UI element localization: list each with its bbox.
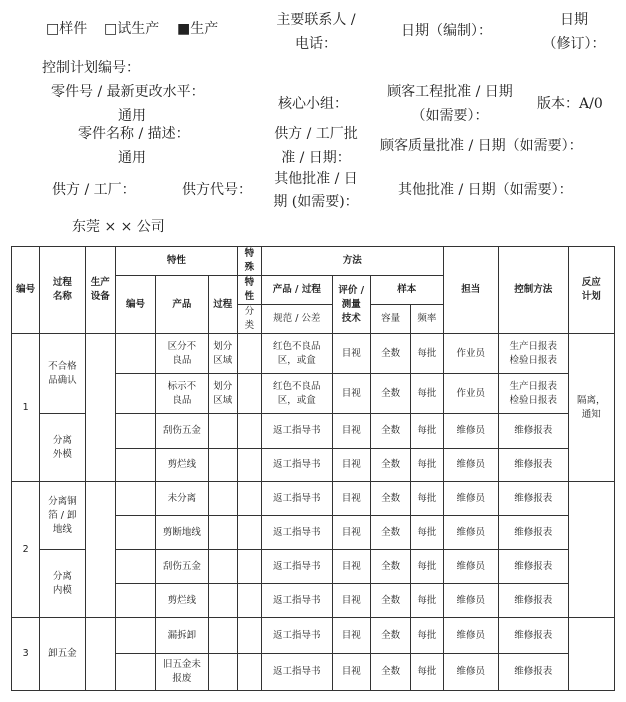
freq-cell: 每批 — [411, 374, 443, 414]
equipment-cell — [85, 618, 115, 691]
product-cell: 区分不 良品 — [156, 334, 208, 374]
supplier-plant-label: 供方 / 工厂： — [52, 182, 136, 198]
class-cell — [237, 584, 261, 618]
spec-cell: 返工指导书 — [262, 654, 333, 691]
product-cell: 未分离 — [156, 482, 208, 516]
char-no-cell — [115, 516, 155, 550]
spec-cell: 返工指导书 — [262, 482, 333, 516]
eval-cell: 目视 — [332, 449, 370, 482]
eval-cell: 目视 — [332, 550, 370, 584]
eval-cell: 目视 — [332, 516, 370, 550]
eval-cell: 目视 — [332, 482, 370, 516]
header-sample: 样本 — [370, 276, 443, 305]
product-cell: 剪烂线 — [156, 584, 208, 618]
part-number-label: 零件号 / 最新更改水平： — [51, 84, 205, 100]
char-no-cell — [115, 654, 155, 691]
process-cell: 划分 区域 — [208, 334, 237, 374]
version-label: 版本：A/0 — [537, 96, 603, 112]
stage-sample-checkbox: □样件 — [46, 21, 88, 37]
product-cell: 剪断地线 — [156, 516, 208, 550]
char-no-cell — [115, 414, 155, 449]
owner-cell: 维修员 — [443, 550, 498, 584]
process-name: 卸五金 — [40, 618, 85, 691]
company-name: 东莞 × × 公司 — [72, 219, 165, 235]
eval-cell: 目视 — [332, 618, 370, 654]
process-cell: 划分 区域 — [208, 374, 237, 414]
owner-cell: 维修员 — [443, 449, 498, 482]
control-cell: 维修报表 — [498, 482, 568, 516]
header-product: 产品 — [156, 276, 208, 334]
stage-trial-checkbox: □试生产 — [104, 21, 160, 37]
owner-cell: 作业员 — [443, 334, 498, 374]
qty-cell: 全数 — [370, 516, 410, 550]
header-spec-2: 规范 / 公差 — [262, 305, 333, 334]
header-control-method: 控制方法 — [498, 247, 568, 334]
freq-cell: 每批 — [411, 550, 443, 584]
part-name-label: 零件名称 / 描述： — [78, 126, 190, 142]
header-equipment: 生产 设备 — [85, 247, 115, 334]
process-cell — [208, 654, 237, 691]
reaction-cell: 隔离， 通知 — [568, 334, 614, 482]
control-cell: 维修报表 — [498, 584, 568, 618]
control-cell: 维修报表 — [498, 449, 568, 482]
eval-cell: 目视 — [332, 334, 370, 374]
product-cell: 刮伤五金 — [156, 550, 208, 584]
owner-cell: 维修员 — [443, 584, 498, 618]
header-process: 过程 — [208, 276, 237, 334]
header-special: 特 殊 — [237, 247, 261, 276]
header-reaction-plan: 反应 计划 — [568, 247, 614, 334]
part-number-value: 通用 — [118, 108, 146, 124]
char-no-cell — [115, 449, 155, 482]
contact-label-1: 主要联系人 / — [276, 12, 356, 28]
header-owner: 担当 — [443, 247, 498, 334]
control-cell: 维修报表 — [498, 516, 568, 550]
spec-cell: 红色不良品 区，或盒 — [262, 374, 333, 414]
product-cell: 剪烂线 — [156, 449, 208, 482]
spec-cell: 返工指导书 — [262, 516, 333, 550]
date-compiled-label: 日期（编制）： — [401, 23, 492, 39]
customer-quality-label: 顾客质量批准 / 日期（如需要）： — [380, 138, 583, 154]
control-cell: 生产日报表 检验日报表 — [498, 334, 568, 374]
freq-cell: 每批 — [411, 414, 443, 449]
eval-cell: 目视 — [332, 414, 370, 449]
control-cell: 维修报表 — [498, 654, 568, 691]
header-frequency: 频率 — [411, 305, 443, 334]
table-row — [12, 618, 615, 654]
control-plan-table — [11, 246, 615, 691]
header-characteristics: 特性 — [115, 247, 237, 276]
supplier-code-label: 供方代号： — [182, 182, 252, 198]
owner-cell: 维修员 — [443, 516, 498, 550]
spec-cell: 返工指导书 — [262, 584, 333, 618]
header-char-no: 编号 — [115, 276, 155, 334]
process-cell — [208, 516, 237, 550]
owner-cell: 维修员 — [443, 414, 498, 449]
header-classification: 分 类 — [237, 305, 261, 334]
qty-cell: 全数 — [370, 618, 410, 654]
eval-cell: 目视 — [332, 654, 370, 691]
date-revised-label-2: （修订）： — [542, 36, 606, 52]
freq-cell: 每批 — [411, 516, 443, 550]
spec-cell: 返工指导书 — [262, 550, 333, 584]
customer-engineering-label-2: （如需要）： — [411, 108, 489, 124]
class-cell — [237, 654, 261, 691]
control-cell: 维修报表 — [498, 414, 568, 449]
spec-cell: 返工指导书 — [262, 449, 333, 482]
equipment-cell — [85, 482, 115, 618]
contact-label-2: 电话： — [295, 36, 337, 52]
product-cell: 旧五金未 报废 — [156, 654, 208, 691]
owner-cell: 维修员 — [443, 482, 498, 516]
supplier-approval-label-2: 准 / 日期： — [281, 150, 351, 166]
control-cell: 生产日报表 检验日报表 — [498, 374, 568, 414]
class-cell — [237, 516, 261, 550]
process-cell — [208, 584, 237, 618]
header-no: 编号 — [12, 247, 40, 334]
class-cell — [237, 414, 261, 449]
plan-number-label: 控制计划编号： — [42, 60, 140, 76]
qty-cell: 全数 — [370, 550, 410, 584]
class-cell — [237, 618, 261, 654]
qty-cell: 全数 — [370, 449, 410, 482]
table-row — [12, 482, 615, 516]
freq-cell: 每批 — [411, 584, 443, 618]
char-no-cell — [115, 482, 155, 516]
header-sample-size: 容量 — [370, 305, 410, 334]
eval-cell: 目视 — [332, 584, 370, 618]
process-cell — [208, 550, 237, 584]
control-cell: 维修报表 — [498, 550, 568, 584]
reaction-cell — [568, 482, 614, 618]
class-cell — [237, 482, 261, 516]
control-cell: 维修报表 — [498, 618, 568, 654]
group-no: 3 — [12, 618, 40, 691]
class-cell — [237, 449, 261, 482]
char-no-cell — [115, 334, 155, 374]
char-no-cell — [115, 584, 155, 618]
qty-cell: 全数 — [370, 584, 410, 618]
process-cell — [208, 482, 237, 516]
supplier-approval-label-1: 供方 / 工厂批 — [274, 126, 358, 142]
owner-cell: 维修员 — [443, 618, 498, 654]
spec-cell: 红色不良品 区，或盒 — [262, 334, 333, 374]
spec-cell: 返工指导书 — [262, 618, 333, 654]
qty-cell: 全数 — [370, 374, 410, 414]
qty-cell: 全数 — [370, 654, 410, 691]
date-revised-label-1: 日期 — [560, 12, 588, 28]
char-no-cell — [115, 374, 155, 414]
header-process-name: 过程 名称 — [40, 247, 85, 334]
class-cell — [237, 334, 261, 374]
eval-cell: 目视 — [332, 374, 370, 414]
equipment-cell — [85, 334, 115, 482]
other-approval-label-1: 其他批准 / 日 — [274, 171, 358, 187]
char-no-cell — [115, 618, 155, 654]
part-name-value: 通用 — [118, 150, 146, 166]
group-no: 2 — [12, 482, 40, 618]
freq-cell: 每批 — [411, 449, 443, 482]
header-spec-1: 产品 / 过程 — [262, 276, 333, 305]
process-name: 分离铜 箔 / 卸 地线 — [40, 482, 85, 550]
freq-cell: 每批 — [411, 654, 443, 691]
other-approval-2-label: 其他批准 / 日期（如需要）： — [398, 182, 573, 198]
qty-cell: 全数 — [370, 482, 410, 516]
class-cell — [237, 374, 261, 414]
owner-cell: 作业员 — [443, 374, 498, 414]
header-evaluation: 评价 / 测量 技术 — [332, 276, 370, 334]
owner-cell: 维修员 — [443, 654, 498, 691]
qty-cell: 全数 — [370, 414, 410, 449]
freq-cell: 每批 — [411, 334, 443, 374]
stage-production-checkbox: ■生产 — [177, 21, 219, 37]
product-cell: 标示不 良品 — [156, 374, 208, 414]
freq-cell: 每批 — [411, 618, 443, 654]
process-cell — [208, 449, 237, 482]
table-row — [12, 334, 615, 374]
customer-engineering-label-1: 顾客工程批准 / 日期 — [387, 84, 513, 100]
process-name: 分离 内模 — [40, 550, 85, 618]
product-cell: 漏拆卸 — [156, 618, 208, 654]
char-no-cell — [115, 550, 155, 584]
qty-cell: 全数 — [370, 334, 410, 374]
process-cell — [208, 618, 237, 654]
process-name: 不合格 品确认 — [40, 334, 85, 414]
other-approval-label-2: 期 (如需要)： — [273, 194, 359, 210]
process-cell — [208, 414, 237, 449]
process-name: 分离 外模 — [40, 414, 85, 482]
group-no: 1 — [12, 334, 40, 482]
reaction-cell — [568, 618, 614, 691]
header-special-char: 特 性 — [237, 276, 261, 305]
freq-cell: 每批 — [411, 482, 443, 516]
class-cell — [237, 550, 261, 584]
header-method: 方法 — [262, 247, 443, 276]
spec-cell: 返工指导书 — [262, 414, 333, 449]
core-team-label: 核心小组： — [278, 96, 348, 112]
product-cell: 刮伤五金 — [156, 414, 208, 449]
